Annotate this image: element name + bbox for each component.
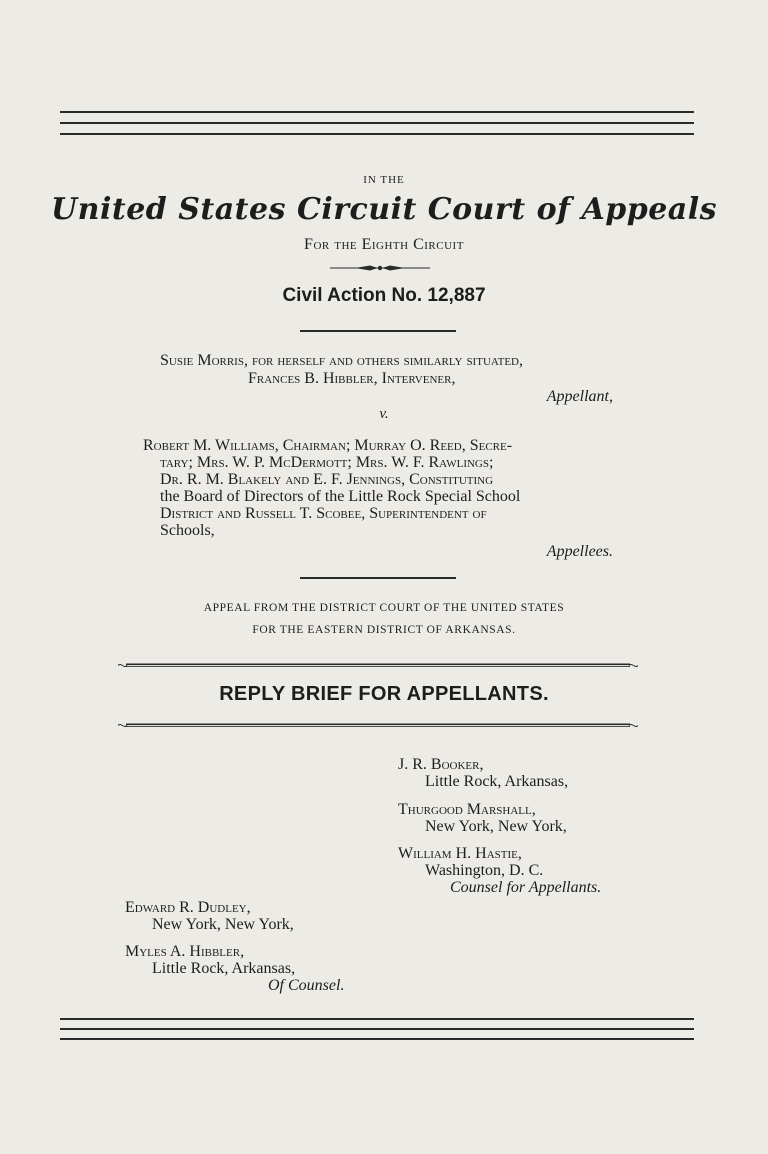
of-counsel-dudley-name: Edward R. Dudley, xyxy=(125,899,251,916)
civil-action-number: Civil Action No. 12,887 xyxy=(282,285,486,306)
of-counsel-dudley-city: New York, New York, xyxy=(152,916,294,933)
appellees-line-2: tary; Mrs. W. P. McDermott; Mrs. W. F. Rawlings; xyxy=(160,454,494,471)
ornament-divider-icon xyxy=(330,262,430,274)
short-rule-upper xyxy=(300,330,456,332)
brief-title: REPLY BRIEF FOR APPELLANTS. xyxy=(219,683,549,705)
appellees-role: Appellees. xyxy=(546,543,613,560)
top-rule-3 xyxy=(60,133,694,135)
circuit-subtitle: For the Eighth Circuit xyxy=(304,236,464,253)
decorative-rule-lower-icon xyxy=(118,722,638,729)
counsel-marshall-city: New York, New York, xyxy=(425,818,567,835)
appellant-line-2: Frances B. Hibbler, Intervener, xyxy=(248,370,456,387)
appeal-from-line-2: FOR THE EASTERN DISTRICT OF ARKANSAS. xyxy=(252,624,516,636)
counsel-booker-name: J. R. Booker, xyxy=(398,756,484,773)
decorative-rule-upper-icon xyxy=(118,662,638,669)
in-the-label: IN THE xyxy=(363,174,405,186)
counsel-hastie-name: William H. Hastie, xyxy=(398,845,522,862)
of-counsel-hibbler-city: Little Rock, Arkansas, xyxy=(152,960,296,977)
top-rule-1 xyxy=(60,111,694,113)
counsel-marshall-name: Thurgood Marshall, xyxy=(398,801,536,818)
bottom-rule-1 xyxy=(60,1018,694,1020)
of-counsel-hibbler-name: Myles A. Hibbler, xyxy=(125,943,245,960)
top-rule-2 xyxy=(60,122,694,124)
appellees-line-5: District and Russell T. Scobee, Superintendent of xyxy=(160,505,487,522)
appellant-line-1: Susie Morris, for herself and others similarly situated, xyxy=(160,352,523,369)
counsel-hastie-city: Washington, D. C. xyxy=(425,862,544,879)
counsel-for-appellants-role: Counsel for Appellants. xyxy=(450,879,602,896)
appellees-line-1: Robert M. Williams, Chairman; Murray O. Reed, Secre- xyxy=(143,437,513,454)
counsel-booker-city: Little Rock, Arkansas, xyxy=(425,773,569,790)
bottom-rule-3 xyxy=(60,1038,694,1040)
appellees-line-3: Dr. R. M. Blakely and E. F. Jennings, Constituting xyxy=(160,471,494,488)
appeal-from-line-1: APPEAL FROM THE DISTRICT COURT OF THE UNITED STATES xyxy=(203,602,565,614)
court-name-title: United States Circuit Court of Appeals xyxy=(50,192,718,227)
versus-label: v. xyxy=(379,406,389,422)
short-rule-lower xyxy=(300,577,456,579)
bottom-rule-2 xyxy=(60,1028,694,1030)
appellees-line-6: Schools, xyxy=(160,522,215,539)
of-counsel-role: Of Counsel. xyxy=(268,977,345,994)
appellant-role: Appellant, xyxy=(546,388,613,405)
appellees-line-4: the Board of Directors of the Little Rock Special School xyxy=(160,488,521,505)
